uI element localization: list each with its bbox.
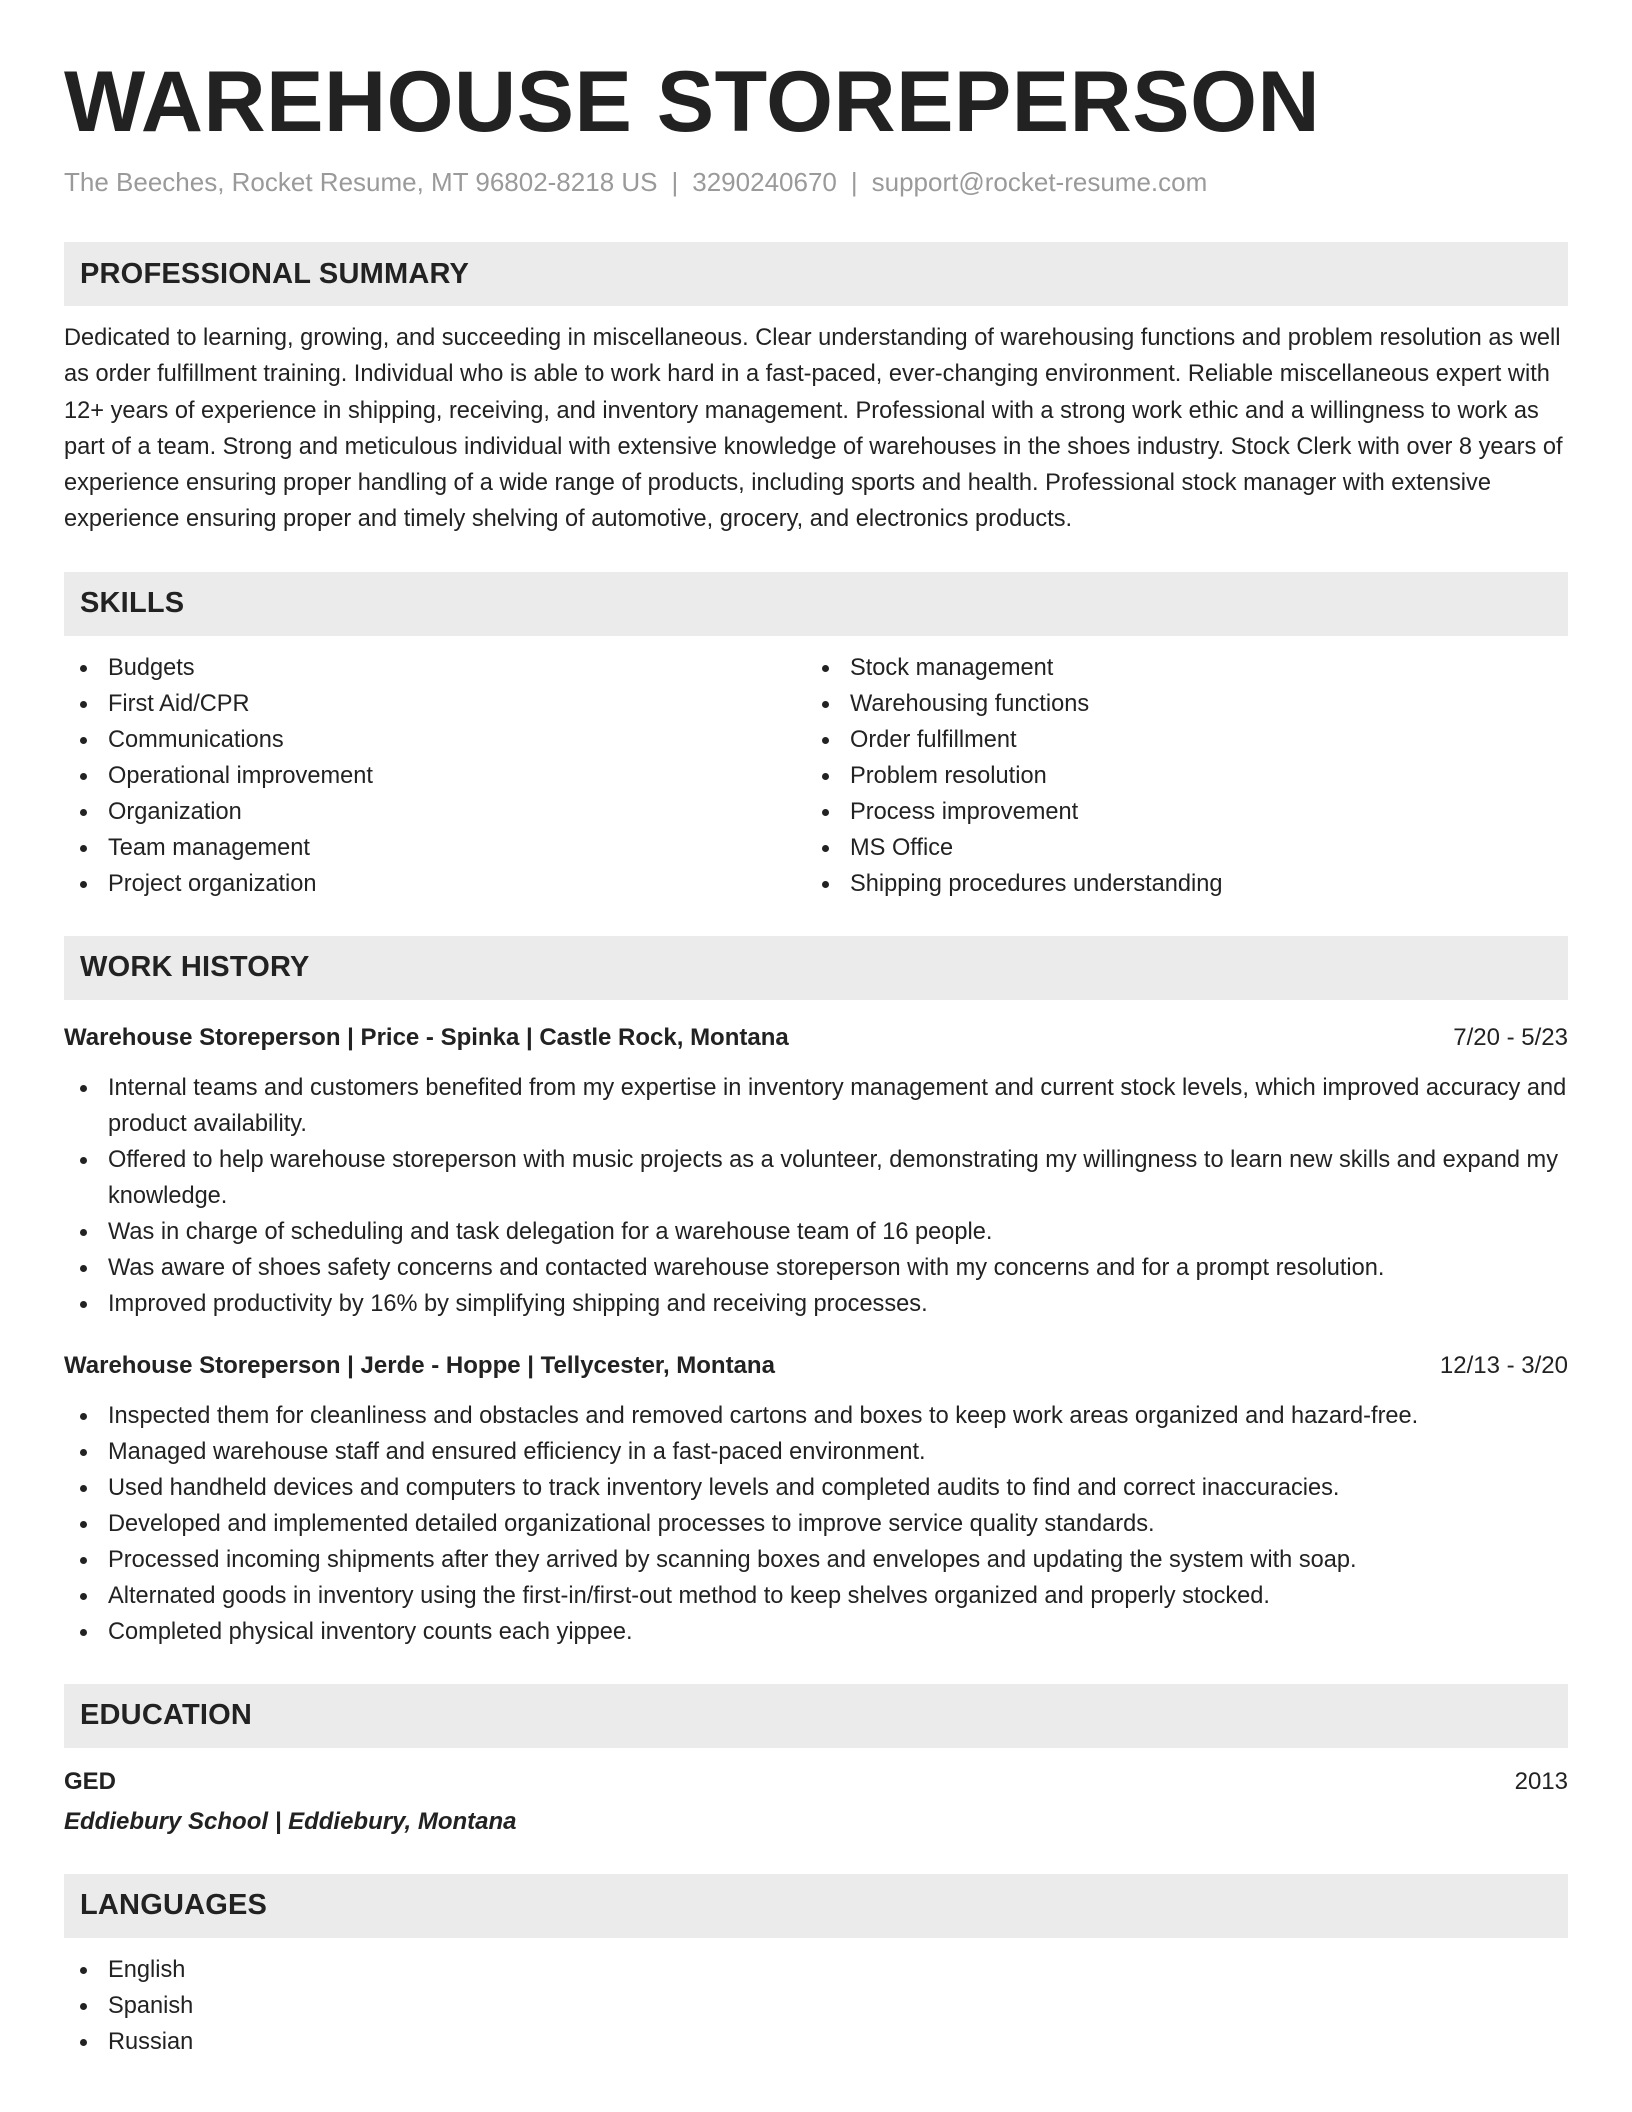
work-heading: WORK HISTORY	[64, 936, 1568, 1000]
skill-item: MS Office	[806, 830, 1548, 866]
job-entry	[64, 1020, 1568, 1322]
skills-grid	[64, 650, 1568, 902]
skill-item: Organization	[64, 794, 806, 830]
skill-item: Team management	[64, 830, 806, 866]
language-item: English	[64, 1952, 1568, 1988]
contact-phone: 3290240670	[692, 167, 837, 197]
education-school: Eddiebury School | Eddiebury, Montana	[64, 1807, 517, 1835]
summary-text: Dedicated to learning, growing, and succeeding in miscellaneous. Clear understanding of warehousing functions and problem resolution as well as order fulfillment training. Individual who is able to work hard in a fast-paced, ever-changing environment. Reliable miscellaneous expert with 12+ years of experience in shipping, receiving, and inventory management. Professional with a strong work ethic and a willingness to work as part of a team. Strong and meticulous individual with extensive knowledge of warehouses in the shoes industry. Stock Clerk with over 8 years of experience ensuring proper handling of a wide range of products, including sports and health. Professional stock manager with extensive experience ensuring proper and timely shelving of automotive, grocery, and electronics products.	[64, 325, 1563, 533]
languages-list	[64, 1952, 1568, 2060]
skill-item: Operational improvement	[64, 758, 806, 794]
languages-section	[64, 1874, 1568, 2060]
job-bullet: Improved productivity by 16% by simplifying shipping and receiving processes.	[64, 1286, 1568, 1322]
education-row	[64, 1764, 1568, 1800]
skill-item: Warehousing functions	[806, 686, 1548, 722]
language-item: Spanish	[64, 1988, 1568, 2024]
skills-section	[64, 572, 1568, 902]
skill-item: Budgets	[64, 650, 806, 686]
contact-address: The Beeches, Rocket Resume, MT 96802-8218 US	[64, 167, 658, 197]
job-entry	[64, 1348, 1568, 1650]
skill-item: First Aid/CPR	[64, 686, 806, 722]
education-year: 2013	[1514, 1767, 1568, 1795]
job-dates: 12/13 - 3/20	[1439, 1351, 1568, 1379]
contact-separator: |	[850, 167, 858, 197]
job-title: Warehouse Storeperson | Price - Spinka | Castle Rock, Montana	[64, 1023, 789, 1051]
job-bullet: Processed incoming shipments after they arrived by scanning boxes and envelopes and updating the system with soap.	[64, 1542, 1568, 1578]
skill-item: Stock management	[806, 650, 1548, 686]
job-bullet: Was in charge of scheduling and task delegation for a warehouse team of 16 people.	[64, 1214, 1568, 1250]
job-bullet: Offered to help warehouse storeperson with music projects as a volunteer, demonstrating my willingness to learn new skills and expand my knowledge.	[64, 1142, 1568, 1214]
job-bullet: Inspected them for cleanliness and obstacles and removed cartons and boxes to keep work areas organized and hazard-free.	[64, 1398, 1568, 1434]
job-title: Warehouse Storeperson | Jerde - Hoppe | Tellycester, Montana	[64, 1351, 775, 1379]
language-item: Russian	[64, 2024, 1568, 2060]
contact-separator: |	[671, 167, 679, 197]
job-header	[64, 1348, 1568, 1384]
skill-item: Order fulfillment	[806, 722, 1548, 758]
skill-item: Communications	[64, 722, 806, 758]
job-bullets	[64, 1398, 1568, 1650]
skills-heading: SKILLS	[64, 572, 1568, 636]
skill-item: Problem resolution	[806, 758, 1548, 794]
job-dates: 7/20 - 5/23	[1453, 1023, 1568, 1051]
education-section	[64, 1684, 1568, 1840]
skill-item: Project organization	[64, 866, 806, 902]
job-bullets	[64, 1070, 1568, 1322]
skill-item: Shipping procedures understanding	[806, 866, 1548, 902]
skills-column-left	[64, 650, 806, 902]
job-bullet: Internal teams and customers benefited from my expertise in inventory management and current stock levels, which improved accuracy and product availability.	[64, 1070, 1568, 1142]
job-header	[64, 1020, 1568, 1056]
job-bullet: Managed warehouse staff and ensured efficiency in a fast-paced environment.	[64, 1434, 1568, 1470]
job-bullet: Alternated goods in inventory using the first-in/first-out method to keep shelves organized and properly stocked.	[64, 1578, 1568, 1614]
summary-section	[64, 242, 1568, 538]
resume-page	[64, 52, 1568, 2060]
job-bullet: Completed physical inventory counts each yippee.	[64, 1614, 1568, 1650]
contact-email: support@rocket-resume.com	[871, 167, 1208, 197]
skills-column-right	[806, 650, 1548, 902]
job-bullet: Used handheld devices and computers to track inventory levels and completed audits to find and correct inaccuracies.	[64, 1470, 1568, 1506]
languages-heading: LANGUAGES	[64, 1874, 1568, 1938]
work-section	[64, 936, 1568, 1650]
summary-heading: PROFESSIONAL SUMMARY	[64, 242, 1568, 306]
education-heading: EDUCATION	[64, 1684, 1568, 1748]
job-bullet: Developed and implemented detailed organizational processes to improve service quality standards.	[64, 1506, 1568, 1542]
skill-item: Process improvement	[806, 794, 1548, 830]
contact-line	[64, 164, 1568, 200]
job-bullet: Was aware of shoes safety concerns and contacted warehouse storeperson with my concerns and for a prompt resolution.	[64, 1250, 1568, 1286]
resume-name: WAREHOUSE STOREPERSON	[64, 54, 1321, 150]
education-degree: GED	[64, 1767, 117, 1795]
